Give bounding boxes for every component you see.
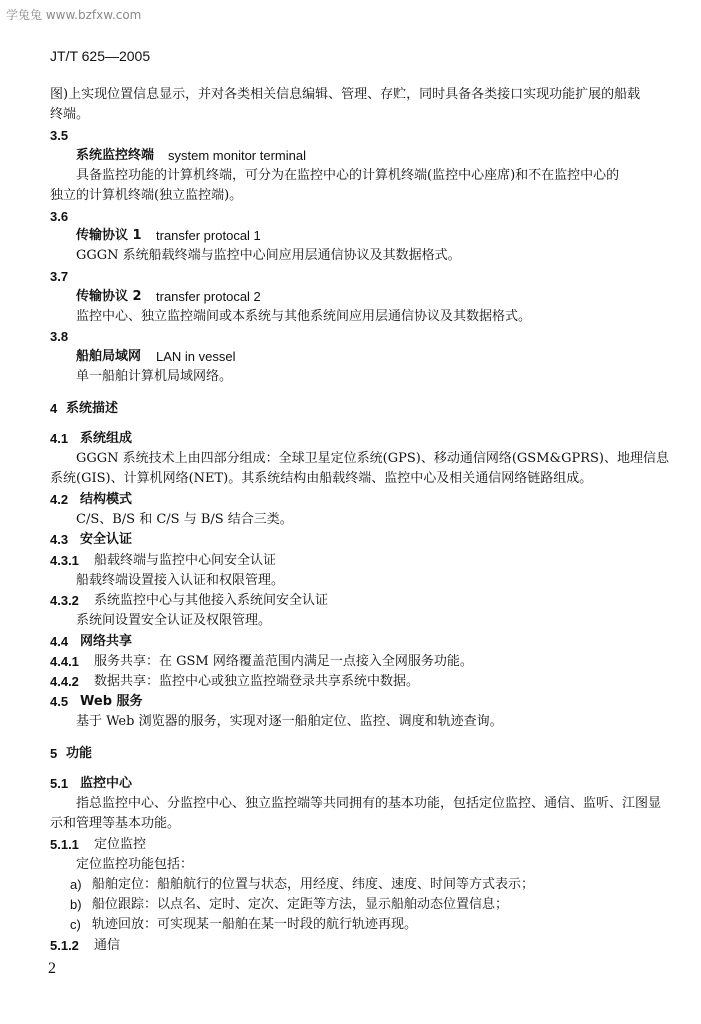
section-number: 4.3 (50, 532, 69, 547)
term-title: 传输协议 2 (76, 289, 142, 304)
definition-line: GGGN 系统船载终端与监控中心间应用层通信协议及其数据格式。 (76, 248, 461, 263)
list-marker: c) (70, 917, 81, 932)
section-title: 通信 (94, 938, 121, 953)
list-item: 船舶定位：船舶航行的位置与状态，用经度、纬度、速度、时间等方式表示； (92, 877, 535, 892)
list-marker: a) (70, 877, 82, 892)
standard-code-header: JT/T 625—2005 (50, 48, 151, 64)
section-title: 结构模式 (80, 492, 133, 507)
body-line: 服务共享：在 GSM 网络覆盖范围内满足一点接入全网服务功能。 (94, 654, 473, 669)
section-title: 定位监控 (94, 837, 147, 852)
body-line: 图)上实现位置信息显示，并对各类相关信息编辑、管理、存贮，同时具备各类接口实现功能扩展的船载 (50, 87, 641, 102)
section-title: 系统组成 (80, 431, 133, 446)
list-item: 轨迹回放：可实现某一船舶在某一时段的航行轨迹再现。 (92, 917, 418, 932)
body-line: 定位监控功能包括： (76, 857, 194, 872)
body-line: 系统间设置安全认证及权限管理。 (76, 613, 272, 628)
section-title: 监控中心 (80, 776, 133, 791)
section-title: 系统监控中心与其他接入系统间安全认证 (94, 593, 329, 608)
body-line: 数据共享：监控中心或独立监控端登录共享系统中数据。 (94, 674, 420, 689)
term-english: system monitor terminal (168, 148, 306, 163)
section-number: 5.1.2 (50, 938, 79, 953)
definition-line: 监控中心、独立监控端间或本系统与其他系统间应用层通信协议及其数据格式。 (76, 309, 532, 324)
section-title: 功能 (66, 746, 93, 761)
term-title: 系统监控终端 (76, 148, 155, 163)
section-title: 安全认证 (80, 532, 133, 547)
section-number: 4.3.2 (50, 593, 79, 608)
term-english: LAN in vessel (156, 349, 236, 364)
section-number: 4.4 (50, 634, 69, 649)
body-line: 船载终端设置接入认证和权限管理。 (76, 573, 285, 588)
section-title: 网络共享 (80, 634, 133, 649)
page-number: 2 (48, 960, 56, 977)
watermark: 学兔兔 www.bzfxw.com (6, 8, 142, 22)
body-line: 终端。 (50, 107, 90, 122)
section-number: 5.1.1 (50, 837, 79, 852)
section-number: 4.1 (50, 431, 69, 446)
list-item: 船位跟踪：以点名、定时、定次、定距等方法，显示船舶动态位置信息； (92, 897, 509, 912)
definition-line: 具备监控功能的计算机终端，可分为在监控中心的计算机终端(监控中心座席)和不在监控中心的 (76, 168, 620, 183)
term-title: 船舶局域网 (76, 349, 142, 364)
section-number: 3.8 (50, 329, 69, 344)
section-number: 4 (50, 401, 58, 416)
term-english: transfer protocal 2 (156, 289, 261, 304)
section-number: 4.4.1 (50, 654, 79, 669)
term-title: 传输协议 1 (76, 228, 142, 243)
definition-line: 独立的计算机终端(独立监控端)。 (50, 188, 243, 203)
section-number: 4.2 (50, 492, 69, 507)
body-line: GGGN 系统技术上由四部分组成：全球卫星定位系统(GPS)、移动通信网络(GSM&GPRS)、地理信息 (76, 451, 669, 466)
section-number: 3.5 (50, 128, 69, 143)
body-line: C/S、B/S 和 C/S 与 B/S 结合三类。 (76, 512, 293, 527)
definition-line: 单一船舶计算机局域网络。 (76, 369, 233, 384)
body-line: 示和管理等基本功能。 (50, 816, 181, 831)
section-number: 4.4.2 (50, 674, 79, 689)
section-title: Web 服务 (80, 694, 143, 709)
section-number: 3.7 (50, 269, 69, 284)
body-line: 指总监控中心、分监控中心、独立监控端等共同拥有的基本功能，包括定位监控、通信、监听、江图显 (76, 796, 662, 811)
section-title: 船载终端与监控中心间安全认证 (94, 553, 277, 568)
section-number: 4.5 (50, 694, 69, 709)
section-number: 4.3.1 (50, 553, 79, 568)
body-line: 系统(GIS)、计算机网络(NET)。其系统结构由船载终端、监控中心及相关通信网络链路组成。 (50, 471, 593, 486)
list-marker: b) (70, 897, 82, 912)
term-english: transfer protocal 1 (156, 228, 261, 243)
section-number: 5.1 (50, 776, 69, 791)
section-title: 系统描述 (66, 401, 119, 416)
section-number: 5 (50, 746, 58, 761)
section-number: 3.6 (50, 209, 69, 224)
body-line: 基于 Web 浏览器的服务，实现对逐一船舶定位、监控、调度和轨迹查询。 (76, 714, 503, 729)
